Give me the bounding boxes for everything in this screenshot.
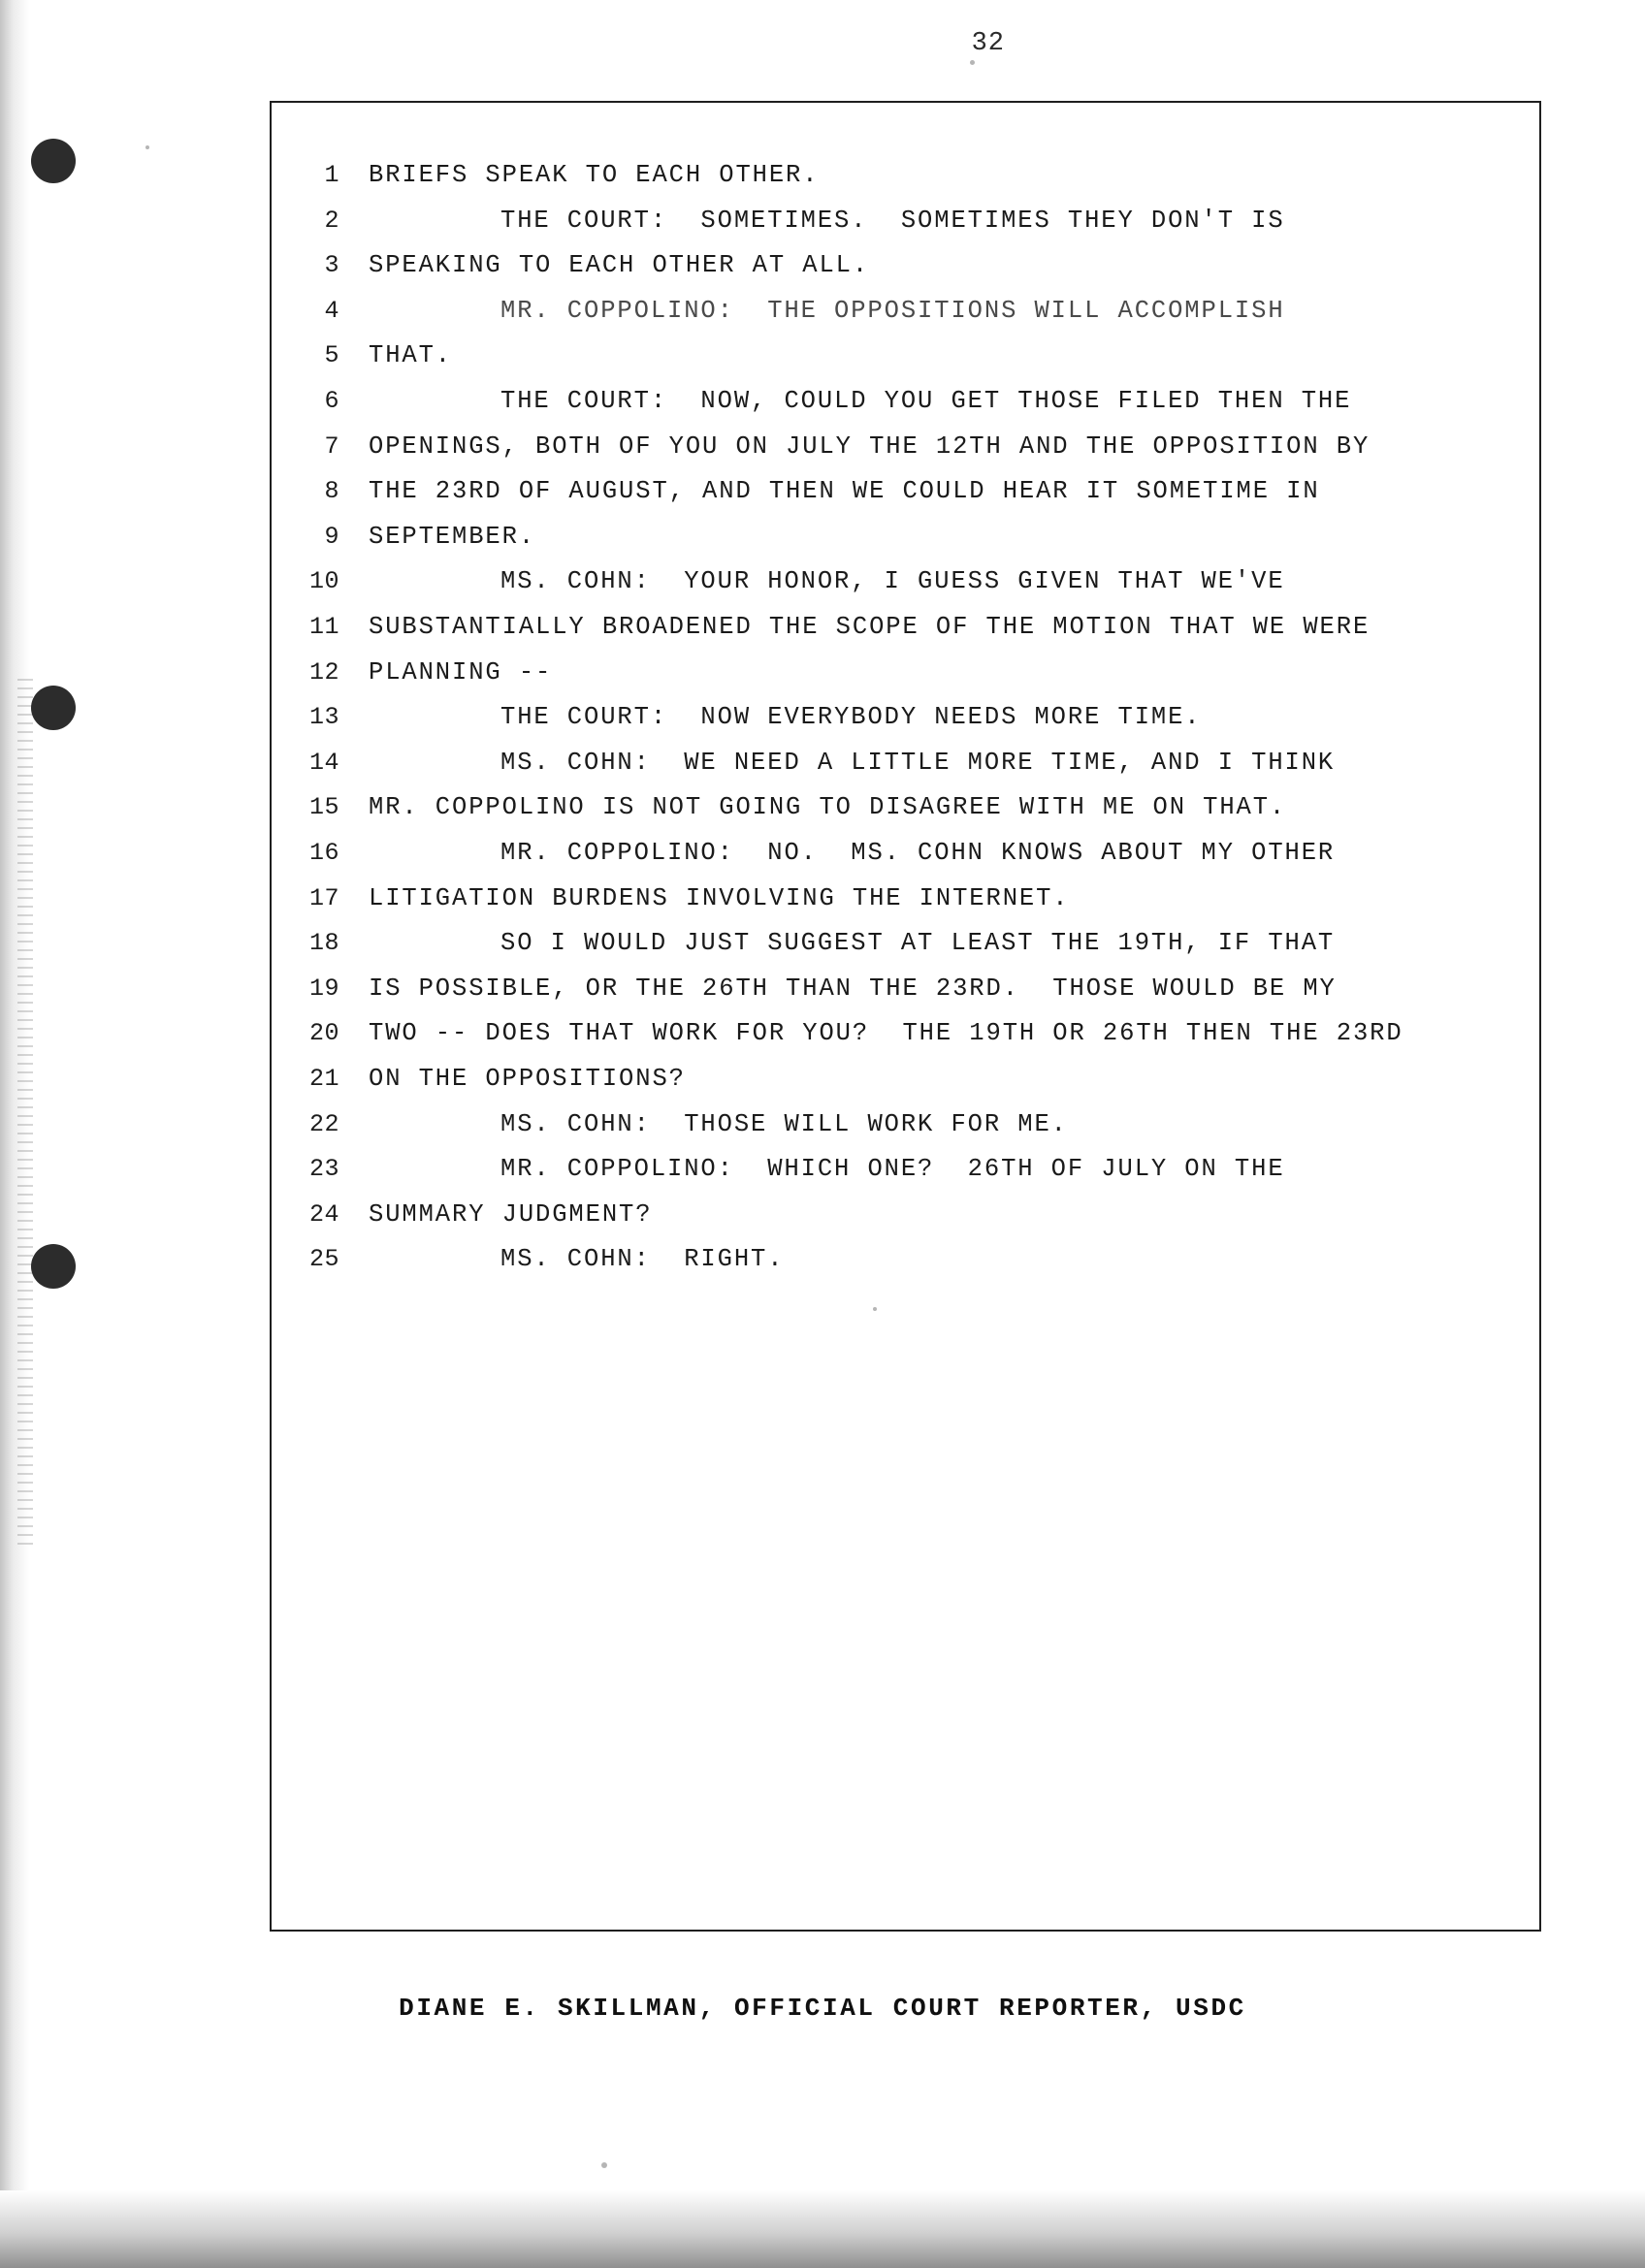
line-text-content: MS. COHN: YOUR HONOR, I GUESS GIVEN THAT WE'VE [500, 567, 1285, 596]
line-text-content: THE COURT: NOW EVERYBODY NEEDS MORE TIME. [500, 703, 1202, 732]
line-text: MR. COPPOLINO IS NOT GOING TO DISAGREE WITH ME ON THAT. [369, 793, 1287, 822]
line-text: SUBSTANTIALLY BROADENED THE SCOPE OF THE MOTION THAT WE WERE [369, 613, 1371, 641]
line-text: THE 23RD OF AUGUST, AND THEN WE COULD HEAR IT SOMETIME IN [369, 477, 1320, 506]
line-number: 7 [324, 431, 339, 461]
hole-punch-icon [31, 1244, 76, 1289]
line-text-content: MS. COHN: WE NEED A LITTLE MORE TIME, AND I THINK [500, 748, 1336, 777]
line-text [369, 749, 1532, 777]
scan-noise-artifact [17, 679, 33, 1551]
court-reporter-footer: DIANE E. SKILLMAN, OFFICIAL COURT REPORTER, USDC [399, 1994, 1246, 2023]
line-text [369, 567, 1532, 595]
line-number: 17 [308, 883, 339, 912]
line-number: 4 [324, 296, 339, 325]
line-number: 22 [308, 1109, 339, 1138]
line-text: SEPTEMBER. [369, 522, 536, 551]
line-text: SPEAKING TO EACH OTHER AT ALL. [369, 251, 870, 280]
line-text-content: MS. COHN: THOSE WILL WORK FOR ME. [500, 1109, 1068, 1138]
line-text-content: MS. COHN: RIGHT. [500, 1245, 785, 1274]
line-number: 5 [324, 341, 339, 370]
line-text: BRIEFS SPEAK TO EACH OTHER. [369, 161, 820, 189]
scan-speck [970, 60, 975, 65]
line-text-content: SO I WOULD JUST SUGGEST AT LEAST THE 19TH, IF THAT [500, 929, 1336, 958]
line-number: 24 [308, 1199, 339, 1229]
line-number: 9 [324, 522, 339, 551]
transcript-line [270, 1245, 1541, 1309]
line-number: 11 [308, 613, 339, 641]
line-text [369, 703, 1532, 731]
hole-punch-icon [31, 686, 76, 730]
line-text [369, 929, 1532, 957]
line-number: 23 [308, 1155, 339, 1184]
line-number: 15 [308, 793, 339, 822]
line-number: 25 [308, 1245, 339, 1274]
line-text [369, 297, 1532, 325]
line-text [369, 839, 1532, 867]
line-number: 16 [308, 839, 339, 867]
line-number: 20 [308, 1019, 339, 1048]
line-number: 21 [308, 1065, 339, 1093]
line-text [369, 1155, 1532, 1183]
line-number: 6 [324, 387, 339, 415]
line-text: OPENINGS, BOTH OF YOU ON JULY THE 12TH AND THE OPPOSITION BY [369, 431, 1371, 461]
line-text: ON THE OPPOSITIONS? [369, 1065, 686, 1093]
line-text: LITIGATION BURDENS INVOLVING THE INTERNET. [369, 883, 1070, 912]
line-number: 2 [324, 206, 339, 235]
scan-bottom-shadow [0, 2190, 1645, 2268]
line-number: 14 [308, 748, 339, 777]
line-text-content: THE COURT: NOW, COULD YOU GET THOSE FILED THEN THE [500, 387, 1352, 415]
line-text-content: MR. COPPOLINO: THE OPPOSITIONS WILL ACCOMPLISH [500, 296, 1285, 325]
line-number: 3 [324, 251, 339, 280]
line-number: 19 [308, 974, 339, 1003]
hole-punch-icon [31, 139, 76, 183]
line-number: 1 [324, 161, 339, 189]
line-text: SUMMARY JUDGMENT? [369, 1199, 653, 1229]
line-number: 13 [308, 703, 339, 732]
line-number: 8 [324, 477, 339, 506]
transcript-body [270, 101, 1541, 1932]
line-text: PLANNING -- [369, 657, 553, 687]
scan-edge-shadow [0, 0, 29, 2191]
scan-speck [145, 145, 149, 149]
line-text-content: MR. COPPOLINO: WHICH ONE? 26TH OF JULY ON THE [500, 1155, 1285, 1184]
line-number: 10 [308, 567, 339, 596]
line-text: TWO -- DOES THAT WORK FOR YOU? THE 19TH OR 26TH THEN THE 23RD [369, 1019, 1403, 1048]
line-number: 12 [308, 657, 339, 687]
line-text: IS POSSIBLE, OR THE 26TH THAN THE 23RD. THOSE WOULD BE MY [369, 974, 1337, 1003]
line-text-content: MR. COPPOLINO: NO. MS. COHN KNOWS ABOUT MY OTHER [500, 839, 1336, 867]
line-number: 18 [308, 929, 339, 958]
line-text [369, 1110, 1532, 1138]
scan-speck [601, 2162, 607, 2168]
line-text: THAT. [369, 341, 453, 370]
page-number: 32 [971, 29, 1005, 58]
line-text-content: THE COURT: SOMETIMES. SOMETIMES THEY DON'T IS [500, 206, 1285, 235]
line-text [369, 1245, 1532, 1273]
line-text [369, 207, 1532, 235]
line-text [369, 387, 1532, 415]
